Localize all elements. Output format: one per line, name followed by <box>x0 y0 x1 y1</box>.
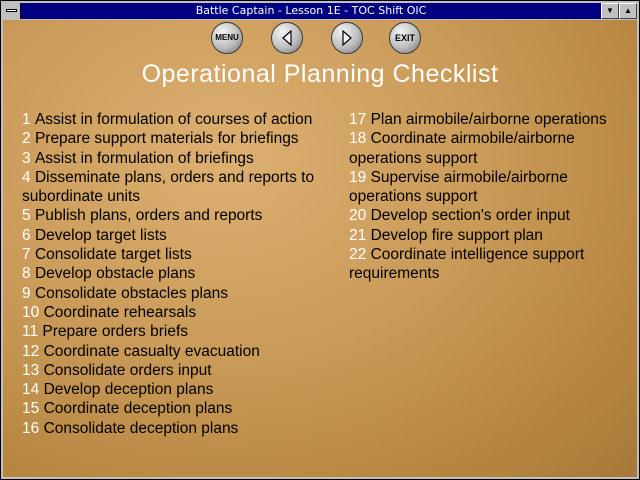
checklist-item-text: Develop obstacle plans <box>34 265 196 283</box>
checklist-item <box>22 168 342 207</box>
checklist-item <box>22 399 342 418</box>
checklist-left-column <box>22 110 342 438</box>
checklist-item-number: 9 <box>22 284 31 302</box>
checklist-item-text: Coordinate airmobile/airborne operations support <box>349 130 575 167</box>
checklist-item-number: 18 <box>349 130 367 148</box>
checklist-item-text: Develop fire support plan <box>370 226 543 244</box>
checklist-item-number: 19 <box>349 168 367 186</box>
checklist-item-text: Disseminate plans, orders and reports to subordinate units <box>22 168 315 206</box>
checklist-item <box>349 226 634 245</box>
checklist-item-number: 14 <box>22 381 40 399</box>
checklist-item <box>22 226 342 245</box>
checklist-item <box>349 129 634 168</box>
checklist-item <box>22 322 342 341</box>
checklist-item-number: 21 <box>349 226 367 244</box>
title-bar[interactable] <box>3 3 637 19</box>
checklist-item <box>22 419 342 438</box>
window-title: Battle Captain - Lesson 1E - TOC Shift OIC <box>195 4 427 17</box>
navigation-bar <box>3 22 637 56</box>
checklist-item <box>22 303 342 322</box>
checklist-item-text: Plan airmobile/airborne operations <box>370 111 607 128</box>
exit-button[interactable]: EXIT <box>389 22 421 54</box>
checklist-item-text: Consolidate obstacles plans <box>34 284 228 302</box>
checklist-item-text: Develop deception plans <box>43 381 214 399</box>
checklist-item <box>349 206 634 225</box>
checklist-item-number: 17 <box>349 111 367 128</box>
lesson-page <box>3 20 637 477</box>
checklist-item <box>22 361 342 380</box>
checklist-item-text: Develop target lists <box>34 226 167 244</box>
checklist-item <box>22 380 342 399</box>
checklist-item-number: 16 <box>22 419 40 437</box>
checklist-item-text: Develop section's order input <box>370 207 570 225</box>
checklist-item-number: 10 <box>22 303 40 321</box>
checklist-item-number: 11 <box>22 323 39 341</box>
checklist-item <box>22 129 342 148</box>
checklist-item <box>349 245 634 284</box>
checklist-item-text: Assist in formulation of courses of action <box>34 111 313 128</box>
checklist-item-number: 7 <box>22 246 31 264</box>
checklist-item <box>349 110 634 129</box>
system-menu-button[interactable] <box>3 3 21 19</box>
checklist-item <box>22 149 342 168</box>
checklist-item-number: 5 <box>22 207 31 225</box>
maximize-button[interactable]: ▲ <box>619 3 637 19</box>
checklist-item-text: Supervise airmobile/airborne operations support <box>349 168 568 206</box>
checklist-item <box>22 284 342 303</box>
checklist-item-text: Consolidate deception plans <box>43 419 239 437</box>
checklist-item-text: Coordinate intelligence support requirements <box>349 246 585 283</box>
checklist-item-number: 4 <box>22 168 31 186</box>
checklist-item-number: 12 <box>22 342 40 360</box>
checklist-item-text: Prepare orders briefs <box>42 323 188 341</box>
checklist-item-number: 3 <box>22 149 31 167</box>
system-menu-icon <box>6 9 17 12</box>
checklist-item <box>22 206 342 225</box>
checklist-item <box>349 168 634 207</box>
minimize-button[interactable]: ▼ <box>601 3 619 19</box>
checklist-item <box>22 110 342 129</box>
checklist-item-text: Consolidate target lists <box>34 246 192 264</box>
forward-button[interactable] <box>331 22 363 54</box>
page-title: Operational Planning Checklist <box>141 60 499 88</box>
checklist-item-number: 22 <box>349 246 367 264</box>
checklist-item-text: Coordinate rehearsals <box>43 303 197 321</box>
checklist-item-number: 20 <box>349 207 367 225</box>
checklist-item-number: 1 <box>22 111 31 128</box>
checklist-item-text: Prepare support materials for briefings <box>34 130 299 148</box>
right-arrow-icon <box>340 30 354 46</box>
checklist-item <box>22 342 342 361</box>
checklist-item-number: 6 <box>22 226 31 244</box>
checklist-item-number: 8 <box>22 265 31 283</box>
checklist-item-text: Publish plans, orders and reports <box>34 207 263 225</box>
checklist-item-text: Coordinate deception plans <box>43 400 233 418</box>
checklist-item-number: 13 <box>22 361 40 379</box>
left-arrow-icon <box>280 30 294 46</box>
checklist-right-column <box>349 110 634 284</box>
checklist-item <box>22 264 342 283</box>
checklist-item-number: 2 <box>22 130 31 148</box>
checklist-item-text: Assist in formulation of briefings <box>34 149 254 167</box>
back-button[interactable] <box>271 22 303 54</box>
checklist-item-text: Consolidate orders input <box>43 361 212 379</box>
menu-button[interactable]: MENU <box>211 22 243 54</box>
checklist-item-number: 15 <box>22 400 40 418</box>
checklist-item <box>22 245 342 264</box>
checklist-item-text: Coordinate casualty evacuation <box>43 342 260 360</box>
